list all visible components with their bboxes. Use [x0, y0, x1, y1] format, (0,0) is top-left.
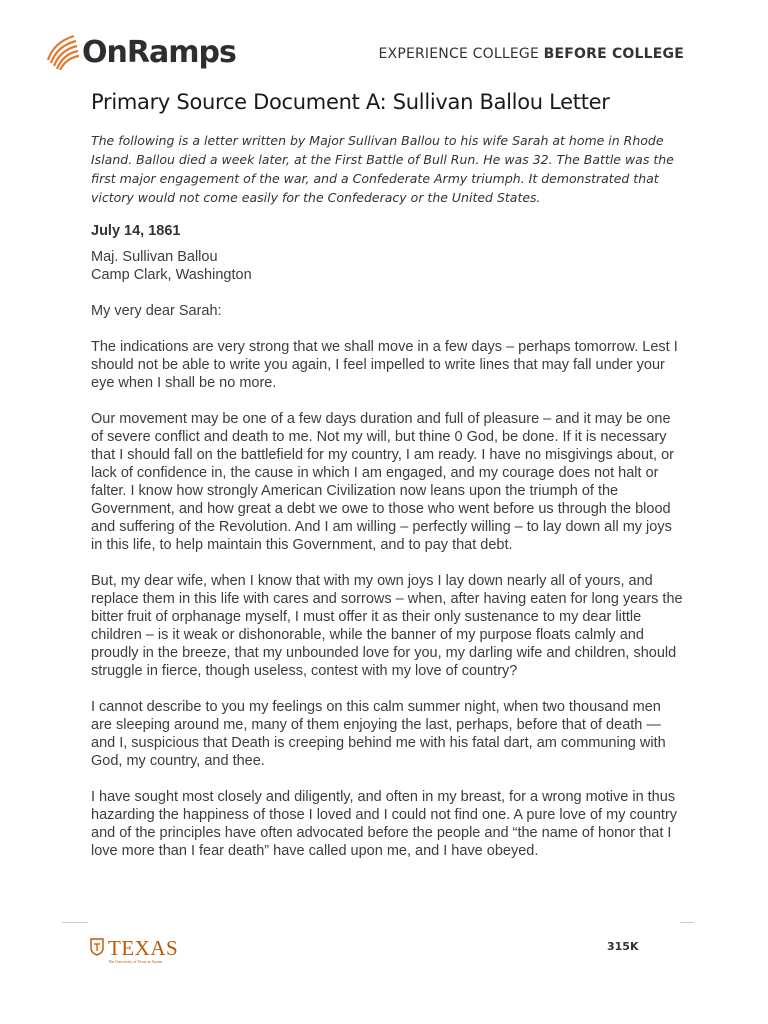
footer-rule-left: [62, 922, 88, 923]
tagline: [378, 46, 684, 62]
document-intro: The following is a letter written by Major Sullivan Ballou to his wife Sarah at home in Rhode Island. Ballou died a week later, at the First Battle of Bull Run. He was 32. The Battle was the first major engagement of the war, and a Confederate Army triumph. It demonstrated that victory would not come easily for the Confederacy or the United States.: [91, 133, 674, 205]
onramps-swoosh-icon: [44, 30, 80, 70]
ut-seal-icon: [90, 938, 104, 956]
page-code: 315K: [607, 940, 639, 953]
letter-paragraph: The indications are very strong that we shall move in a few days – perhaps tomorrow. Lest I should not be able to write you again, I feel impelled to write lines that may fall under your eye when I shall be no more.: [91, 339, 678, 391]
texas-wordmark: TEXAS: [108, 936, 179, 960]
sender-location: Camp Clark, Washington: [91, 267, 252, 283]
sender-name: Maj. Sullivan Ballou: [91, 249, 218, 265]
logo-wordmark: OnRamps: [82, 34, 236, 70]
letter-paragraph: But, my dear wife, when I know that with my own joys I lay down nearly all of yours, and replace them in this life with cares and sorrows – when, after having eaten for long years the bitter fruit of orphanage myself, I must offer it as their only sustenance to my dear little children – is it weak or dishonorable, while the banner of my purpose floats calmly and proudly in the breeze, that my unbounded love for you, my darling wife and children, should struggle in fierce, though useless, contest with my love of country?: [91, 573, 683, 679]
tagline-bold: BEFORE COLLEGE: [543, 46, 684, 62]
ut-texas-logo: [90, 936, 179, 964]
onramps-logo: [44, 30, 236, 70]
footer-rule-right: [680, 922, 694, 923]
letter-salutation: My very dear Sarah:: [91, 303, 222, 319]
page-header: [44, 30, 684, 80]
letter-sender: [91, 248, 683, 284]
letter-paragraph: I have sought most closely and diligently, and often in my breast, for a wrong motive in thus hazarding the happiness of those I loved and I could not find one. A pure love of my country and of the principles have often advocated before the people and “the name of honor that I love more than I fear death” have called upon me, and I have obeyed.: [91, 789, 678, 859]
letter-paragraph: I cannot describe to you my feelings on this calm summer night, when two thousand men are sleeping around me, many of them enjoying the last, perhaps, before that of death — and I, suspicious that Death is creeping behind me with his fatal dart, am communing with God, my country, and thee.: [91, 699, 666, 769]
letter-paragraph: Our movement may be one of a few days duration and full of pleasure – and it may be one of severe conflict and death to me. Not my will, but thine 0 God, be done. If it is necessary that I should fall on the battlefield for my country, I am ready. I have no misgivings about, or lack of confidence in, the cause in which I am engaged, and my courage does not halt or falter. I know how strongly American Civilization now leans upon the triumph of the Government, and how great a debt we owe to those who went before us through the blood and suffering of the Revolution. And I am willing – perfectly willing – to lay down all my joys in this life, to help maintain this Government, and to pay that debt.: [91, 411, 674, 553]
texas-subtext: The University of Texas at Austin: [108, 959, 162, 964]
letter-date: July 14, 1861: [91, 223, 181, 239]
letter-body: [91, 223, 683, 878]
tagline-plain: EXPERIENCE COLLEGE: [378, 46, 544, 62]
document-title: Primary Source Document A: Sullivan Ballou Letter: [91, 90, 610, 114]
